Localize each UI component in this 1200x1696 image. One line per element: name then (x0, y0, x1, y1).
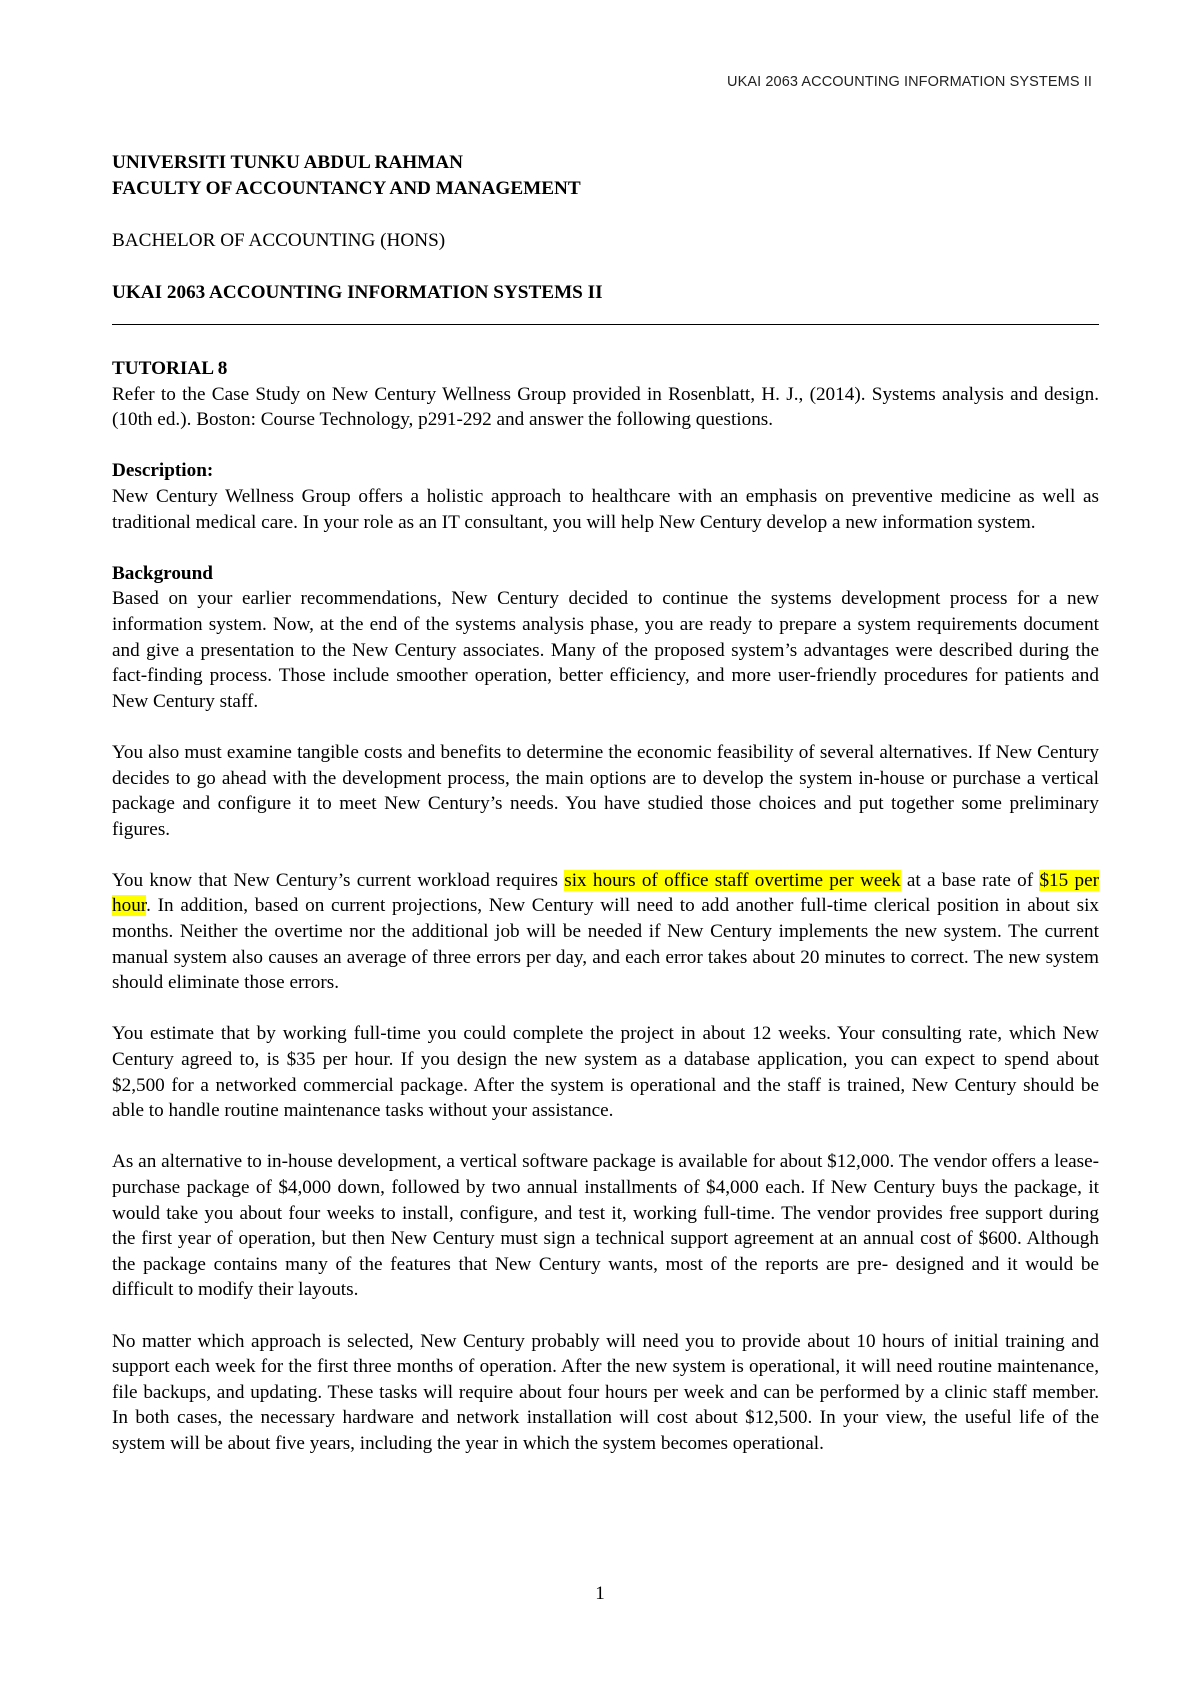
tutorial-intro: Refer to the Case Study on New Century Wellness Group provided in Rosenblatt, H. J., (2014). Systems analysis and design. (10th ed.). Boston: Course Technology, p291-292 and answer the following questions. (112, 383, 1099, 431)
background-paragraph-1: Based on your earlier recommendations, New Century decided to continue the systems development process for a new information system. Now, at the end of the systems analysis phase, you are ready to prepare a system requirements document and give a presentation to the New Century associates. Many of the proposed system’s advantages were described during the fact-finding process. Those include smoother operation, better efficiency, and more user-friendly procedures for patients and New Century staff. (112, 588, 1099, 712)
p3-text-c: . In addition, based on current projections, New Century will need to add another full-time clerical position in about six months. Neither the overtime nor the additional job will be needed if New Century implements the new system. The current manual system also causes an average of three errors per day, and each error takes about 20 minutes to correct. The new system should eliminate those errors. (112, 895, 1099, 994)
tutorial-title: TUTORIAL 8 (112, 358, 228, 379)
running-header: UKAI 2063 ACCOUNTING INFORMATION SYSTEMS II (727, 74, 1092, 90)
highlight-overtime: six hours of office staff overtime per week (564, 869, 901, 891)
description-heading: Description: (112, 460, 214, 482)
highlight-rate: $15 per hour (112, 869, 1100, 917)
programme-name: BACHELOR OF ACCOUNTING (HONS) (112, 230, 446, 252)
background-paragraph-3 (112, 868, 1099, 996)
background-paragraph-5: As an alternative to in-house development, a vertical software package is available for about $12,000. The vendor offers a lease-purchase package of $4,000 down, followed by two annual installments of $4,000 each. If New Century buys the package, it would take you about four weeks to install, configure, and test it, working full-time. The vendor provides free support during the first year of operation, but then New Century must sign a technical support agreement at an annual cost of $600. Although the package contains many of the features that New Century wants, most of the reports are pre- designed and it would be difficult to modify their layouts. (112, 1151, 1099, 1301)
course-title: UKAI 2063 ACCOUNTING INFORMATION SYSTEMS II (112, 281, 603, 303)
page-number: 1 (595, 1583, 605, 1604)
p3-text-b: at a base rate of (900, 869, 1040, 891)
background-paragraph-6: No matter which approach is selected, New Century probably will need you to provide about 10 hours of initial training and support each week for the first three months of operation. After the new system is operational, it will need routine maintenance, file backups, and updating. These tasks will require about four hours per week and can be performed by a clinic staff member. In both cases, the necessary hardware and network installation will cost about $12,500. In your view, the useful life of the system will be about five years, including the year in which the system becomes operational. (112, 1330, 1099, 1454)
background-paragraph-2: You also must examine tangible costs and benefits to determine the economic feasibility of several alternatives. If New Century decides to go ahead with the development process, the main options are to develop the system in-house or purchase a vertical package and configure it to meet New Century’s needs. You have studied those choices and put together some preliminary figures. (112, 741, 1099, 840)
university-name: UNIVERSITI TUNKU ABDUL RAHMAN (112, 152, 463, 173)
title-divider (112, 324, 1099, 325)
background-heading: Background (112, 562, 213, 584)
faculty-name: FACULTY OF ACCOUNTANCY AND MANAGEMENT (112, 177, 581, 199)
p3-text-a: You know that New Century’s current workload requires (112, 869, 565, 891)
background-paragraph-4: You estimate that by working full-time you could complete the project in about 12 weeks. Your consulting rate, which New Century agreed to, is $35 per hour. If you design the new system as a database application, you can expect to spend about $2,500 for a networked commercial package. After the system is operational and the staff is trained, New Century should be able to handle routine maintenance tasks without your assistance. (112, 1023, 1099, 1122)
tutorial-body (112, 356, 1099, 1457)
title-block (112, 150, 1099, 305)
description-text: New Century Wellness Group offers a holistic approach to healthcare with an emphasis on preventive medicine as well as traditional medical care. In your role as an IT consultant, you will help New Century develop a new information system. (112, 485, 1099, 533)
